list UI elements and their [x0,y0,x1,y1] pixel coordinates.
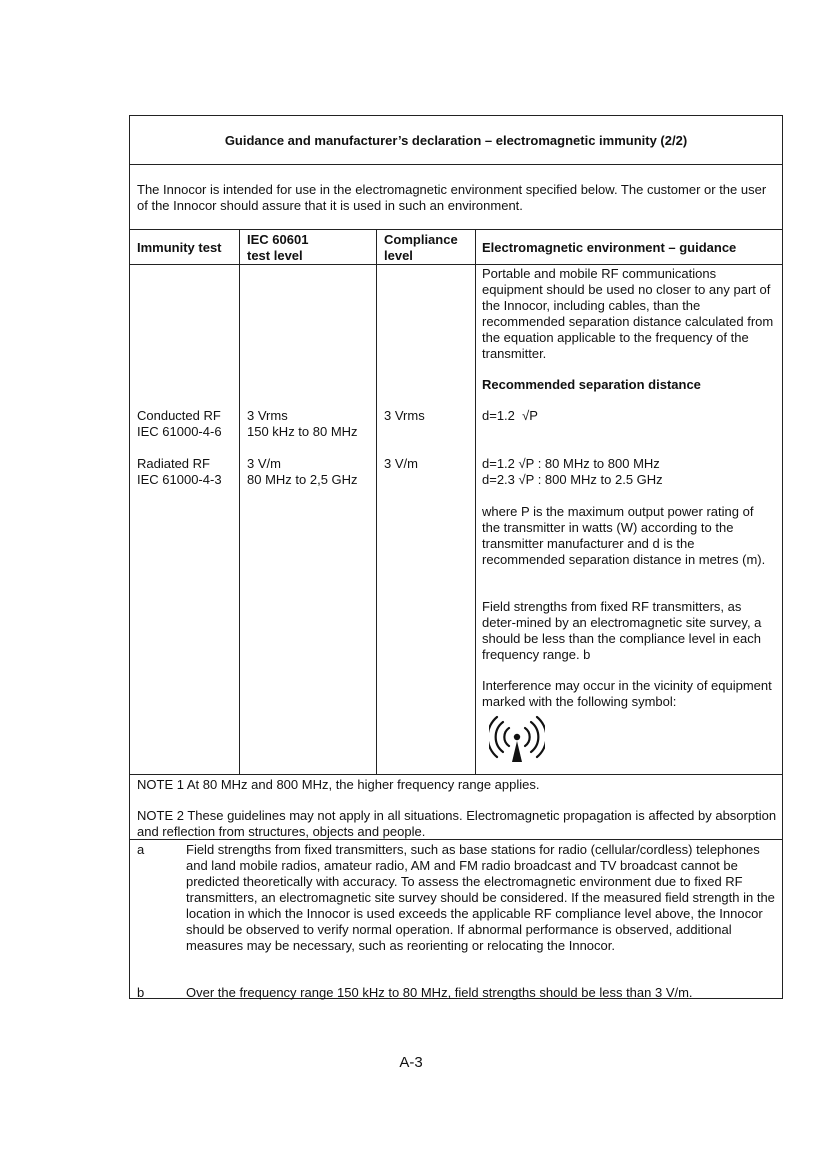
note-1: NOTE 1 At 80 MHz and 800 MHz, the higher frequency range applies. [137,777,540,792]
row-conducted-test: Conducted RF IEC 61000-4-6 [137,408,222,439]
table-title: Guidance and manufacturer’s declaration – electromagnetic immunity (2/2) [224,133,688,148]
footnote-a-mark: a [137,842,145,857]
guidance-where-p: where P is the maximum output power rating of the transmitter in watts (W) according to the transmitter manufacturer and d is the recommended separation distance in metres (m). [482,504,766,567]
non-ionizing-radiation-icon [489,714,545,766]
row-radiated-level: 3 V/m 80 MHz to 2,5 GHz [247,456,358,487]
page-number: A-3 [399,1054,423,1071]
intro-rule [130,229,782,230]
guidance-d2: d=1.2 √P : 80 MHz to 800 MHz [482,456,660,471]
footnote-b-mark: b [137,985,145,1000]
col-rule-2 [376,229,377,774]
header-iec-level: IEC 60601 test level [247,232,309,263]
intro-text: The Innocor is intended for use in the electromagnetic environment specified below. The customer or the user of the Innocor should assure that it is used in such an environment. [137,182,770,213]
row-radiated-compliance: 3 V/m [384,456,418,471]
guidance-interference: Interference may occur in the vicinity of equipment marked with the following symbol: [482,678,776,709]
guidance-d1: d=1.2 √P [482,408,538,423]
row-conducted-compliance: 3 Vrms [384,408,425,423]
guidance-rec-heading: Recommended separation distance [482,377,701,392]
header-guidance: Electromagnetic environment – guidance [482,240,737,255]
row-radiated-test: Radiated RF IEC 61000-4-3 [137,456,222,487]
footnote-a-text: Field strengths from fixed transmitters, such as base stations for radio (cellular/cordless) telephones and land mobile radios, amateur radio, AM and FM radio broadcast and TV broadcast cannot be predicted theoretically with accuracy. To assess the electromagnetic environment due to fixed RF transmitters, an electromagnetic site survey should be considered. If the measured field strength in the location in which the Innocor is used exceeds the applicable RF compliance level above, the Innocor should be observed to verify normal operation. If abnormal performance is observed, additional measures may be necessary, such as reorienting or relocating the Innocor. [186,842,779,953]
footnote-b-text: Over the frequency range 150 kHz to 80 MHz, field strengths should be less than 3 V/m. [186,985,693,1000]
guidance-field: Field strengths from fixed RF transmitters, as deter-mined by an electromagnetic site survey, a should be less than the compliance level in each frequency range. b [482,599,766,662]
row-conducted-level: 3 Vrms 150 kHz to 80 MHz [247,408,358,439]
header-immunity-test: Immunity test [137,240,222,255]
immunity-table [129,115,783,999]
title-rule [130,164,782,165]
col-rule-1 [239,229,240,774]
body-rule [130,774,782,775]
header-rule [130,264,782,265]
guidance-portable: Portable and mobile RF communications equipment should be used no closer to any part of the Innocor, including cables, than the recommended separation distance calculated from the equation applicable to the frequency of the transmitter. [482,266,777,361]
guidance-d3: d=2.3 √P : 800 MHz to 2.5 GHz [482,472,663,487]
header-compliance-level: Compliance level [384,232,458,263]
note-2: NOTE 2 These guidelines may not apply in all situations. Electromagnetic propagation is affected by absorption and reflection from structures, objects and people. [137,808,780,839]
col-rule-3 [475,229,476,774]
